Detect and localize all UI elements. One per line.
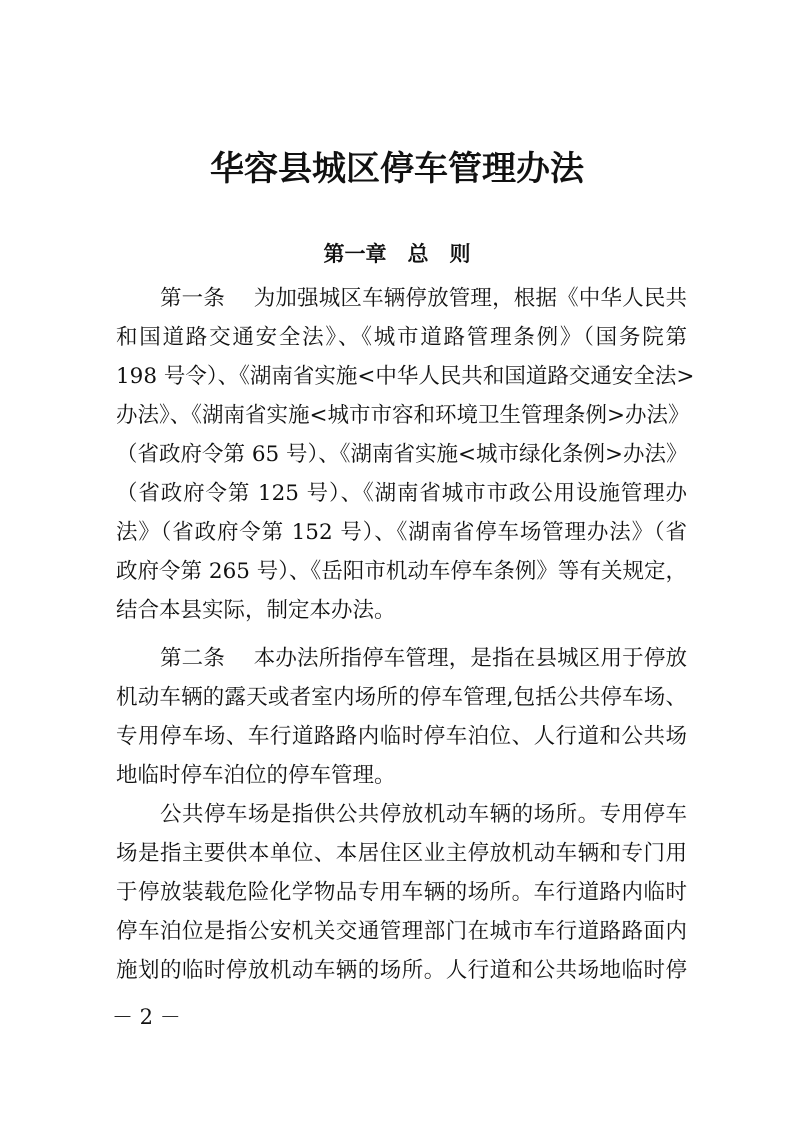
definitions-paragraph [116,795,687,990]
text-line: 停车泊位是指公安机关交通管理部门在城市车行道路路面内 [116,919,687,944]
page-number: － 2 － [112,1005,181,1029]
text-line: 结合本县实际，制定本办法。 [116,598,396,623]
text-line: 和国道路交通安全法》、《城市道路管理条例》（国务院第 [116,325,687,350]
text-line: 法》（省政府令第 152 号）、《湖南省停车场管理办法》（省 [116,520,687,545]
article-1-paragraph [116,279,695,630]
text-line: 施划的临时停放机动车辆的场所。人行道和公共场地临时停 [116,958,687,983]
document-title: 华容县城区停车管理办法 [210,149,584,189]
text-line: 机动车辆的露天或者室内场所的停车管理,包括公共停车场、 [116,685,687,710]
text-line: 第二条 本办法所指停车管理，是指在县城区用于停放 [160,646,687,671]
text-line: 政府令第 265 号）、《岳阳市机动车停车条例》等有关规定， [116,559,687,584]
text-line: 第一条 为加强城区车辆停放管理，根据《中华人民共 [160,286,687,311]
text-line: 公共停车场是指供公共停放机动车辆的场所。专用停车 [160,802,687,827]
text-line: 于停放装载危险化学物品专用车辆的场所。车行道路内临时 [116,880,687,905]
text-line: 场是指主要供本单位、本居住区业主停放机动车辆和专门用 [116,841,687,866]
text-line: 办法》、《湖南省实施<城市市容和环境卫生管理条例>办法》 [116,403,690,428]
text-line: 198 号令）、《湖南省实施<中华人民共和国道路交通安全法> [116,364,695,389]
text-line: （省政府令第 125 号）、《湖南省城市市政公用设施管理办 [116,481,687,506]
text-line: 地临时停车泊位的停车管理。 [116,763,396,788]
chapter-heading: 第一章 总 则 [323,242,471,266]
text-line: 专用停车场、车行道路路内临时停车泊位、人行道和公共场 [116,724,687,749]
text-line: （省政府令第 65 号）、《湖南省实施<城市绿化条例>办法》 [116,442,688,467]
article-2-paragraph [116,639,687,795]
